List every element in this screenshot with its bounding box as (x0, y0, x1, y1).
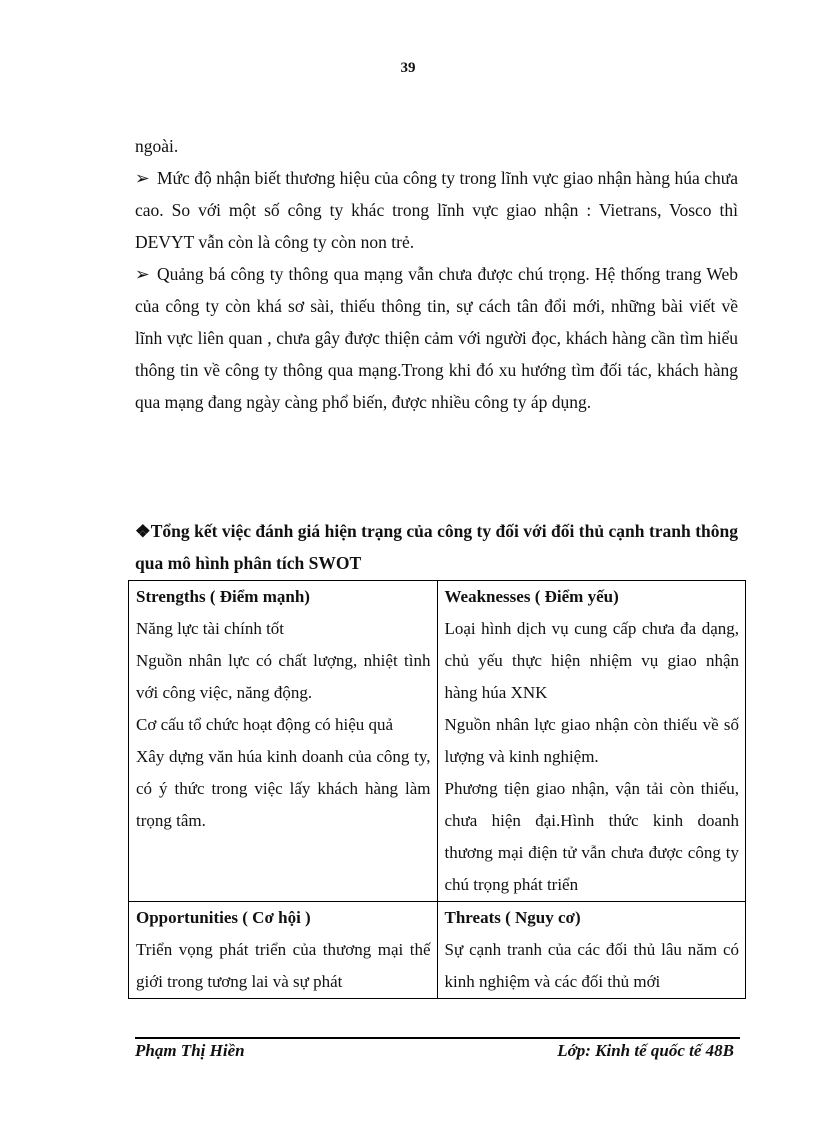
page-number: 39 (400, 60, 416, 76)
section-heading (135, 515, 738, 579)
bullet-item (135, 162, 738, 258)
strength-item: Xây dựng văn húa kinh doanh của công ty, có ý thức trong việc lấy khách hàng làm trọng tâm. (136, 747, 431, 830)
opportunity-item: Triển vọng phát triển của thương mại thế giới trong tương lai và sự phát (136, 940, 431, 991)
diamond-bullet-icon: ❖ (135, 521, 151, 541)
strength-item: Nguồn nhân lực có chất lượng, nhiệt tình với công việc, năng động. (136, 651, 431, 702)
body-text (135, 130, 738, 418)
weakness-item: Phương tiện giao nhận, vận tải còn thiếu, chưa hiện đại.Hình thức kinh doanh thương mại điện tử vẫn chưa được công ty chú trọng phát triển (444, 779, 739, 894)
weaknesses-cell (437, 581, 746, 902)
footer-author: Phạm Thị Hiền (135, 1041, 245, 1060)
weakness-item: Nguồn nhân lực giao nhận còn thiếu về số lượng và kinh nghiệm. (444, 715, 739, 766)
strength-item: Năng lực tài chính tốt (136, 619, 285, 638)
weaknesses-title: Weaknesses ( Điểm yếu) (444, 587, 619, 606)
strength-item: Cơ cấu tổ chức hoạt động có hiệu quả (136, 715, 394, 734)
bullet-text: Quảng bá công ty thông qua mạng vẫn chưa được chú trọng. Hệ thống trang Web của công ty còn khá sơ sài, thiếu thông tin, sự cách tân đổi mới, những bài viết về lĩnh vực liên quan , chưa gây được thiện cảm với người đọc, khách hàng cần tìm hiểu thông tin về công ty thông qua mạng.Trong khi đó xu hướng tìm đối tác, khách hàng qua mạng đang ngày càng phổ biến, được nhiều công ty áp dụng. (135, 264, 738, 412)
arrow-bullet-icon: ➢ (135, 168, 150, 188)
table-row (129, 902, 746, 999)
weakness-item: Loại hình dịch vụ cung cấp chưa đa dạng, chủ yếu thực hiện nhiệm vụ giao nhận hàng húa XNK (444, 619, 739, 702)
bullet-text: Mức độ nhận biết thương hiệu của công ty trong lĩnh vực giao nhận hàng húa chưa cao. So với một số công ty khác trong lĩnh vực giao nhận : Vietrans, Vosco thì DEVYT vẫn còn là công ty còn non trẻ. (135, 168, 738, 252)
section-heading-text: Tổng kết việc đánh giá hiện trạng của công ty đối với đối thủ cạnh tranh thông qua mô hình phân tích SWOT (135, 521, 738, 573)
strengths-cell (129, 581, 438, 902)
strengths-title: Strengths ( Điểm mạnh) (136, 587, 310, 606)
swot-table (128, 580, 746, 999)
arrow-bullet-icon: ➢ (135, 264, 150, 284)
threats-title: Threats ( Nguy cơ) (444, 908, 581, 927)
paragraph-continuation: ngoài. (135, 136, 179, 156)
threat-item: Sự cạnh tranh của các đối thủ lâu năm có kinh nghiệm và các đối thủ mới (444, 940, 739, 991)
opportunities-cell (129, 902, 438, 999)
footer-divider (135, 1037, 740, 1039)
table-row (129, 581, 746, 902)
footer-class: Lớp: Kinh tế quốc tế 48B (557, 1041, 734, 1060)
opportunities-title: Opportunities ( Cơ hội ) (136, 908, 311, 927)
threats-cell (437, 902, 746, 999)
bullet-item (135, 258, 738, 418)
